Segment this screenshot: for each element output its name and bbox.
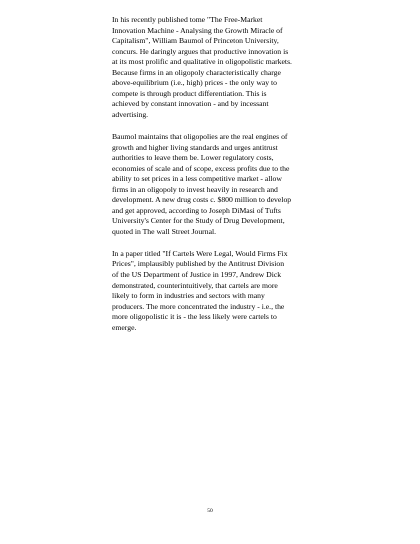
- text-line: Innovation Machine - Analysing the Growth Miracle of: [112, 25, 283, 35]
- text-line: of the US Department of Justice in 1997, Andrew Dick: [112, 270, 282, 280]
- paragraph-baumol-growth: [112, 132, 348, 237]
- text-line: more oligopolistic it is - the less likely were cartels to: [112, 312, 277, 322]
- text-line: ability to set prices in a less competitive market - allow: [112, 174, 282, 184]
- text-line: Baumol maintains that oligopolies are the real engines of: [112, 131, 288, 141]
- text-line: firms in an oligopoly to invest heavily in research and: [112, 184, 278, 194]
- text-line: at its most prolific and qualitative in oligopolistic markets.: [112, 57, 292, 67]
- text-line: emerge.: [112, 322, 137, 332]
- text-line: economies of scale and of scope, excess profits due to the: [112, 163, 290, 173]
- text-line: advertising.: [112, 109, 149, 119]
- text-line: quoted in The wall Street Journal.: [112, 226, 217, 236]
- text-line: growth and higher living standards and urges antitrust: [112, 142, 278, 152]
- text-line: demonstrated, counterintuitively, that cartels are more: [112, 280, 278, 290]
- text-line: Prices", implausibly published by the Antitrust Division: [112, 259, 285, 269]
- page-number: 50: [207, 508, 213, 514]
- text-line: concurs. He daringly argues that productive innovation is: [112, 46, 289, 56]
- text-line: likely to form in industries and sectors with many: [112, 291, 265, 301]
- text-line: authorities to leave them be. Lower regulatory costs,: [112, 153, 274, 163]
- text-line: compete is through product differentiation. This is: [112, 88, 267, 98]
- text-line: Capitalism", William Baumol of Princeton University,: [112, 36, 279, 46]
- text-line: above-equilibrium (i.e., high) prices - the only way to: [112, 78, 278, 88]
- body-text: [112, 15, 348, 345]
- text-line: Because firms in an oligopoly characteristically charge: [112, 67, 281, 77]
- text-line: In a paper titled "If Cartels Were Legal, Would Firms Fix: [112, 248, 288, 258]
- text-line: In his recently published tome "The Free-Market: [112, 15, 263, 24]
- paragraph-oligopoly-innovation: [112, 15, 348, 120]
- text-line: development. A new drug costs c. $800 million to develop: [112, 195, 292, 205]
- text-line: University's Center for the Study of Drug Development,: [112, 216, 285, 226]
- paragraph-cartels: [112, 249, 348, 333]
- text-line: and get approved, according to Joseph DiMasi of Tufts: [112, 205, 281, 215]
- text-line: producers. The more concentrated the industry - i.e., the: [112, 301, 285, 311]
- text-line: achieved by constant innovation - and by incessant: [112, 99, 269, 109]
